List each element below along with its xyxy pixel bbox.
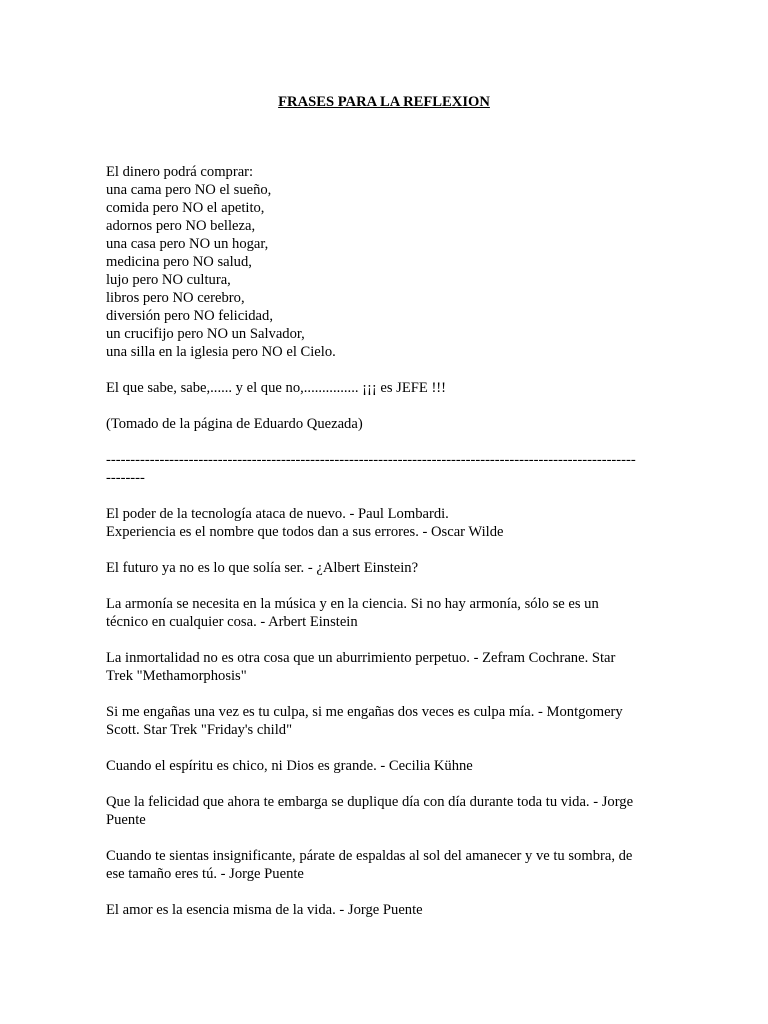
spacer <box>106 397 662 415</box>
spacer <box>106 631 662 649</box>
money-poem-line: lujo pero NO cultura, <box>106 272 231 288</box>
quote-puente-love: El amor es la esencia misma de la vida. - Jorge Puente <box>106 902 423 918</box>
spacer <box>106 739 662 757</box>
quote-puente-shadow-line: ese tamaño eres tú. - Jorge Puente <box>106 866 304 882</box>
quote-puente-happiness-line: Puente <box>106 812 146 828</box>
spacer <box>106 541 662 559</box>
quote-einstein-harmony-line: técnico en cualquier cosa. - Arbert Einstein <box>106 614 358 630</box>
separator-dashes-continued: -------- <box>106 470 145 486</box>
jefe-line: El que sabe, sabe,...... y el que no,............... ¡¡¡ es JEFE !!! <box>106 380 447 396</box>
money-poem-line: una casa pero NO un hogar, <box>106 236 269 252</box>
quote-oscar-wilde: Experiencia es el nombre que todos dan a sus errores. - Oscar Wilde <box>106 524 504 540</box>
money-poem-line: una silla en la iglesia pero NO el Cielo. <box>106 344 336 360</box>
money-poem-line: comida pero NO el apetito, <box>106 200 265 216</box>
quote-cochrane-line: La inmortalidad no es otra cosa que un aburrimiento perpetuo. - Zefram Cochrane. Star <box>106 650 616 666</box>
money-poem-line: libros pero NO cerebro, <box>106 290 245 306</box>
quote-einstein-future: El futuro ya no es lo que solía ser. - ¿Albert Einstein? <box>106 560 419 576</box>
document-title: FRASES PARA LA REFLEXION <box>278 94 490 110</box>
separator-dashes: ------------------------------------------------------------------------------------------------------------- <box>106 452 636 468</box>
document-body <box>106 163 662 919</box>
spacer <box>106 487 662 505</box>
quote-puente-shadow-line: Cuando te sientas insignificante, párate de espaldas al sol del amanecer y ve tu sombra, de <box>106 848 633 864</box>
spacer <box>106 433 662 451</box>
quote-kuhne: Cuando el espíritu es chico, ni Dios es grande. - Cecilia Kühne <box>106 758 473 774</box>
quote-paul-lombardi: El poder de la tecnología ataca de nuevo. - Paul Lombardi. <box>106 506 449 522</box>
spacer <box>106 829 662 847</box>
quote-scott-line: Scott. Star Trek "Friday's child" <box>106 722 293 738</box>
quote-cochrane-line: Trek "Methamorphosis" <box>106 668 247 684</box>
spacer <box>106 775 662 793</box>
quote-einstein-harmony-line: La armonía se necesita en la música y en la ciencia. Si no hay armonía, sólo se es un <box>106 596 599 612</box>
spacer <box>106 883 662 901</box>
source-note: (Tomado de la página de Eduardo Quezada) <box>106 416 363 432</box>
money-poem-line: medicina pero NO salud, <box>106 254 252 270</box>
quote-scott-line: Si me engañas una vez es tu culpa, si me engañas dos veces es culpa mía. - Montgomery <box>106 704 623 720</box>
spacer <box>106 685 662 703</box>
money-poem-line: un crucifijo pero NO un Salvador, <box>106 326 305 342</box>
money-poem-line: diversión pero NO felicidad, <box>106 308 273 324</box>
money-poem-intro: El dinero podrá comprar: <box>106 164 254 180</box>
spacer <box>106 577 662 595</box>
spacer <box>106 361 662 379</box>
money-poem-line: una cama pero NO el sueño, <box>106 182 272 198</box>
quote-puente-happiness-line: Que la felicidad que ahora te embarga se duplique día con día durante toda tu vida. - Jorge <box>106 794 634 810</box>
money-poem-line: adornos pero NO belleza, <box>106 218 256 234</box>
